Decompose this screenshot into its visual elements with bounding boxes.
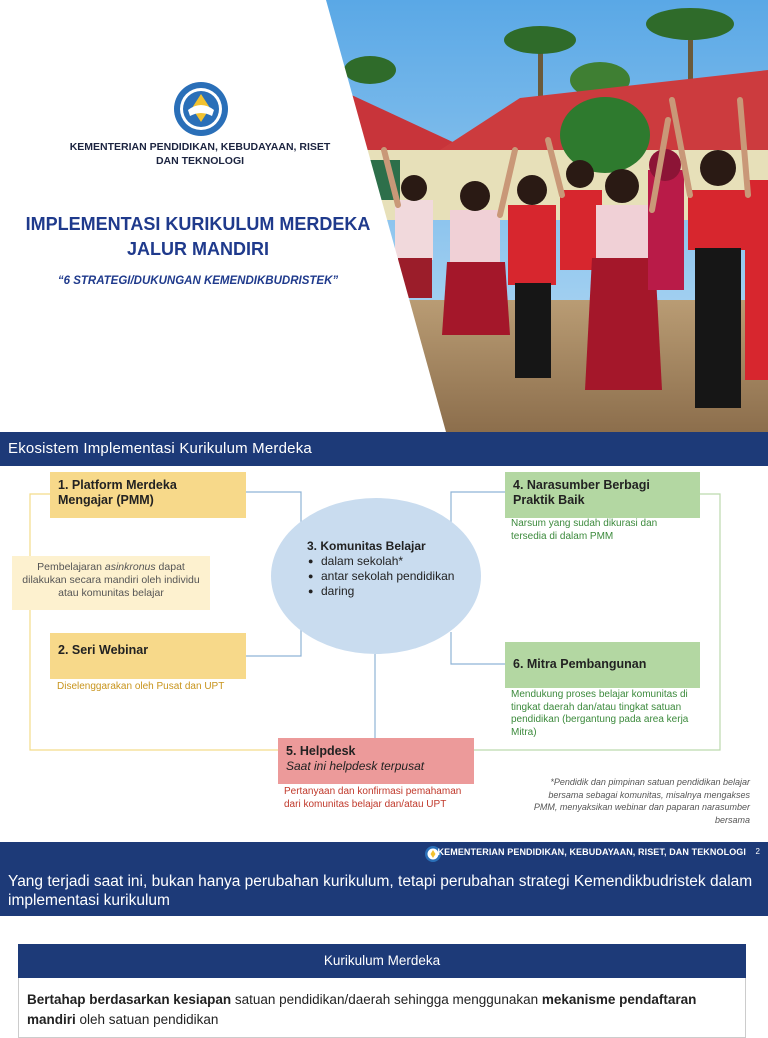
row-text-1: satuan pendidikan/daerah sehingga menggunakan [231,992,542,1007]
box1-line2: Mengajar (PMM) [58,493,154,507]
box5-label: 5. Helpdesk [286,744,356,758]
page-number: 2 [755,847,760,856]
slide-subtitle: “6 STRATEGI/DUKUNGAN KEMENDIKBUDRISTEK” [57,275,339,287]
ecosystem-header: Ekosistem Implementasi Kurikulum Merdeka [0,432,768,466]
community-item: ● antar sekolah pendidikan [307,569,467,584]
table-header: Kurikulum Merdeka [18,944,746,978]
community-content [307,539,467,599]
ministry-name-line2: DAN TEKNOLOGI [155,155,245,167]
strategy-slide [0,842,768,1027]
community-item: ● daring [307,584,467,599]
row-text-2: oleh satuan pendidikan [75,1012,219,1027]
slide-title [18,212,378,262]
mitra-note: Mendukung proses belajar komunitas di tingkat daerah dan/atau tingkat satuan pendidikan (bergantung pada area kerja Mitra) [511,689,689,738]
table-row [18,978,746,1038]
strategy-header-bar [0,842,768,916]
box5-sub: Saat ini helpdesk terpusat [286,759,425,773]
box4-line2: Praktik Baik [513,493,585,507]
row-bold-1: Bertahap berdasarkan kesiapan [27,992,232,1007]
ministry-logo-icon [172,80,230,138]
box2-label: 2. Seri Webinar [58,643,149,657]
community-title: 3. Komunitas Belajar [307,539,426,553]
title-slide [0,0,768,432]
webinar-note: Diselenggarakan oleh Pusat dan UPT [57,681,225,692]
helpdesk-box [278,738,474,784]
narasumber-box [505,472,700,518]
ministry-name [40,140,360,168]
row-bold-2: mekanisme pendaftaran mandiri [27,992,697,1027]
async-note-italic: asinkronus [104,561,156,573]
mitra-box [505,642,700,688]
ministry-bar-text: KEMENTERIAN PENDIDIKAN, KEBUDAYAAN, RISET, DAN TEKNOLOGI [437,847,746,857]
ministry-name-line1: KEMENTERIAN PENDIDIKAN, KEBUDAYAAN, RISET [69,141,331,153]
ecosystem-slide [0,432,768,842]
community-item: ● dalam sekolah* [307,554,467,569]
narasumber-note: Narsum yang sudah dikurasi dan tersedia di dalam PMM [511,518,658,542]
async-note-after: dapat dilakukan secara mandiri oleh individu atau komunitas belajar [22,561,200,599]
slide-title-line1: IMPLEMENTASI KURIKULUM MERDEKA [25,214,371,234]
box4-line1: 4. Narasumber Berbagi [513,478,650,492]
community-list [307,554,467,599]
strategy-headline: Yang terjadi saat ini, bukan hanya perubahan kurikulum, tetapi perubahan strategi Kemendikbudristek dalam implementasi kurikulum [8,873,753,909]
box6-label: 6. Mitra Pembangunan [513,657,647,671]
slide-title-line2: JALUR MANDIRI [127,239,269,259]
async-note-before: Pembelajaran [37,561,105,573]
ecosystem-footnote: *Pendidik dan pimpinan satuan pendidikan belajar bersama sebagai komunitas, misalnya mengakses PMM, menyaksikan webinar dan paparan narasumber bersama [533,777,750,825]
box1-line1: 1. Platform Merdeka [58,478,177,492]
webinar-box [50,633,246,679]
platform-merdeka-mengajar-box [50,472,246,518]
async-learning-note [12,556,210,610]
helpdesk-note: Pertanyaan dan konfirmasi pemahaman dari komunitas belajar dan/atau UPT [284,786,462,810]
